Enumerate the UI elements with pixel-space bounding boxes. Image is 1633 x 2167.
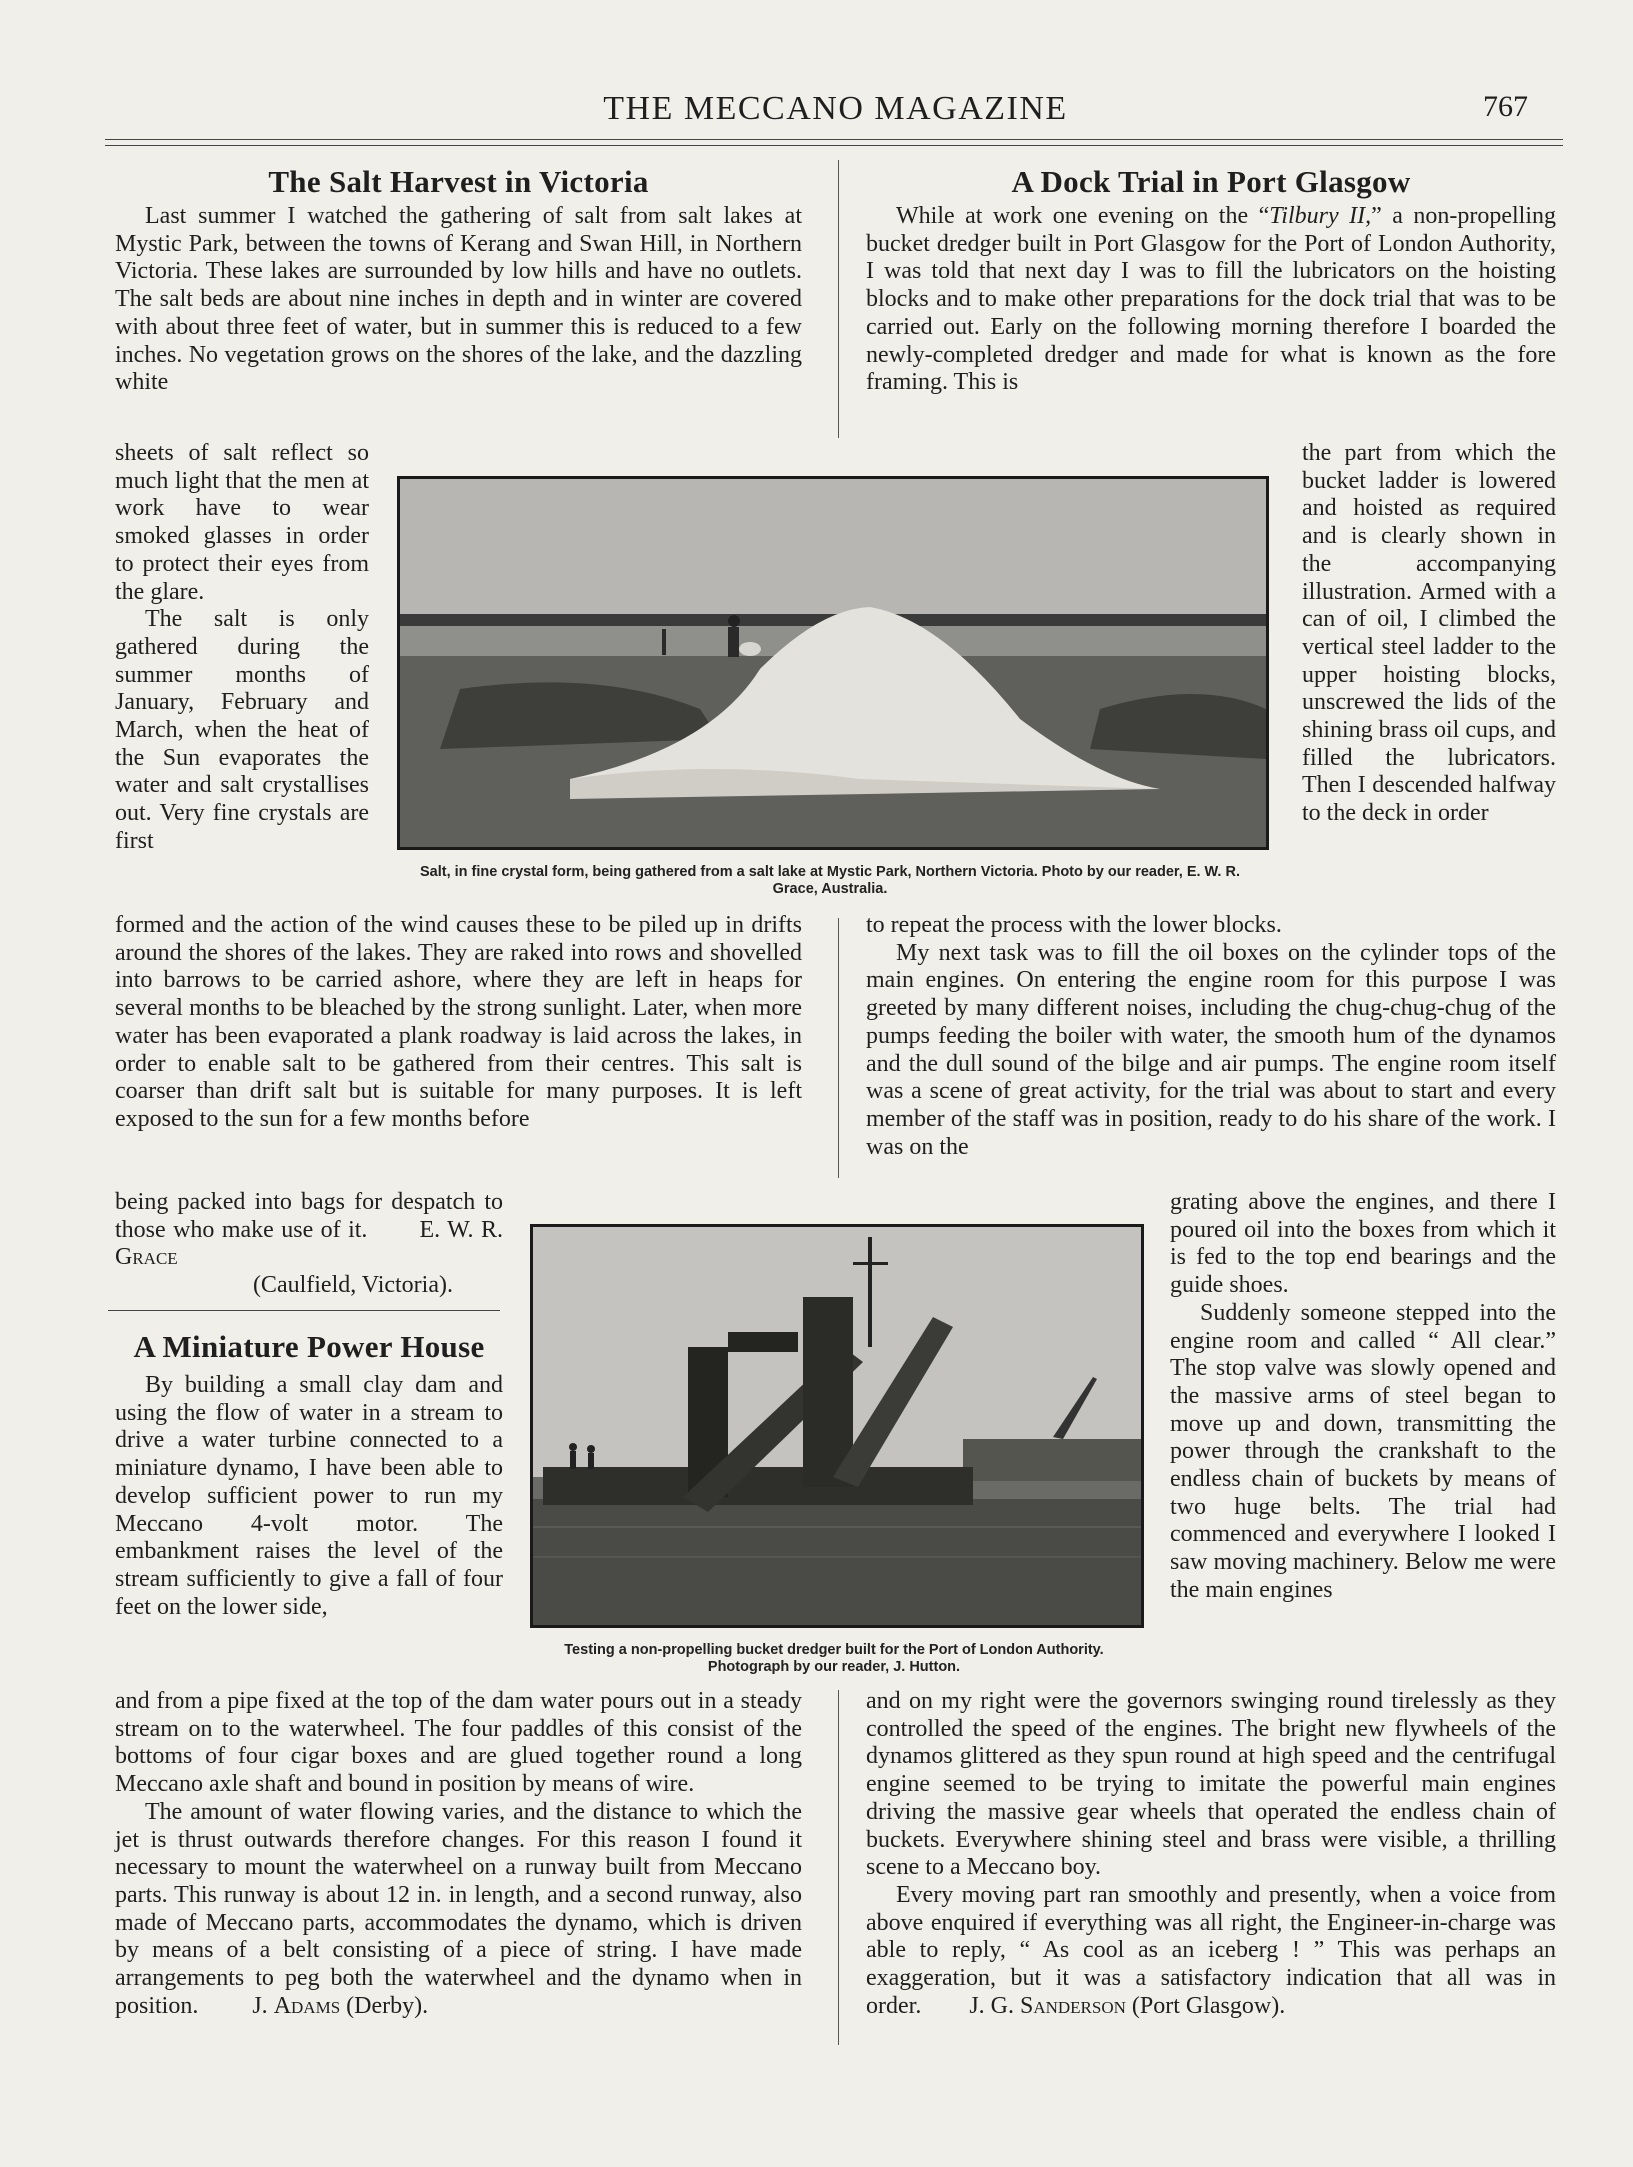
author-surname: Adams — [273, 1992, 341, 2019]
paragraph: Last summer I watched the gathering of salt from salt lakes at Mystic Park, between the towns of Kerang and Swan Hill, in Northern Victoria. These lakes are surrounded by low hills and have no outlets. The salt beds are about nine inches in depth and in winter are covered with about three feet of water, but in summer this is reduced to a few inches. No vegetation grows on the shores of the lake, and the dazzling white — [115, 203, 802, 396]
paragraph-text: being packed into bags for despatch to those who make use of it. — [115, 1189, 503, 1243]
salt-side-text — [115, 440, 369, 856]
photo-caption: Salt, in fine crystal form, being gathered from a salt lake at Mystic Park, Northern Victoria. Photo by our reader, E. W. R. Grace, Australia. — [419, 864, 1240, 897]
paragraph: By building a small clay dam and using the flow of water in a stream to drive a water turbine connected to a miniature dynamo, I have been able to develop sufficient power to run my Meccano 4-volt motor. The embankment raises the level of the stream sufficiently to give a fall of four feet on the lower side, — [115, 1372, 503, 1620]
column-divider — [838, 160, 839, 438]
paragraph: grating above the engines, and there I poured oil into the boxes from which it is fed to the top end bearings and the guide shoes. — [1170, 1189, 1556, 1299]
paragraph — [866, 1882, 1556, 2021]
salt-photo-illustration — [400, 479, 1266, 847]
article-title: A Miniature Power House — [133, 1329, 485, 1364]
ship-name: Tilbury II, — [1269, 203, 1372, 229]
paragraph-text: Every moving part ran smoothly and presently, when a voice from above enquired if everything was all right, the Engineer-in-charge was able to reply, “ As cool as an iceberg ! ” This was perhaps an exaggeration, but it was a satisfactory indication that all was in order. — [866, 1881, 1556, 2019]
magazine-title: THE MECCANO MAGAZINE — [603, 90, 1068, 127]
article-salt-harvest — [115, 165, 802, 397]
salt-ending — [115, 1189, 503, 1300]
paragraph-text: While at work one evening on the “ — [896, 203, 1270, 229]
article-title: The Salt Harvest in Victoria — [268, 164, 649, 199]
power-continued — [115, 1688, 802, 2020]
column-divider — [838, 918, 839, 1178]
paragraph — [115, 1189, 503, 1272]
section-rule — [108, 1310, 500, 1311]
author-place: (Caulfield, Victoria). — [252, 1272, 453, 1299]
author-initials: J. G. — [969, 1992, 1014, 2019]
paragraph: and on my right were the governors swinging round tirelessly as they controlled the speed of the engines. The bright new flywheels of the dynamos glittered as they spun round at high speed and the centrifugal engine seemed to be trying to imitate the powerful main engines driving the massive gear wheels that operated the endless chain of buckets. Everywhere shining steel and brass were visible, a thrilling scene to a Meccano boy. — [866, 1688, 1556, 1881]
dock-ending — [866, 1688, 1556, 2020]
dock-continued — [866, 912, 1556, 1161]
header-rule — [105, 139, 1563, 140]
author-initials: J. — [252, 1992, 268, 2019]
photo-caption: Testing a non-propelling bucket dredger built for the Port of London Authority. Photograph by our reader, J. Hutton. — [564, 1642, 1104, 1675]
paragraph: the part from which the bucket ladder is lowered and hoisted as required and is clearly shown in the accompanying illustration. Armed with a can of oil, I climbed the vertical steel ladder to the upper hoisting blocks, unscrewed the lids of the shining brass oil cups, and filled the lubricators. Then I descended halfway to the deck in order — [1302, 440, 1556, 827]
paragraph: and from a pipe fixed at the top of the dam water pours out in a steady stream on to the waterwheel. The four paddles of this consist of the bottoms of four cigar boxes and are glued together round a long Meccano axle shaft and bound in position by means of wire. — [115, 1688, 802, 1798]
author-surname: Grace — [115, 1244, 178, 1271]
paragraph-text: The amount of water flowing varies, and the distance to which the jet is thrust outwards therefore changes. For this reason I found it necessary to mount the waterwheel on a runway built from Meccano parts. This runway is about 12 in. in length, and a second runway, also made of Meccano parts, accommodates the dynamo, which is driven by means of a belt consisting of a piece of string. I have made arrangements to peg both the waterwheel and the dynamo when in position. — [115, 1798, 802, 2019]
paragraph: Suddenly someone stepped into the engine room and called “ All clear.” The stop valve was slowly opened and the massive arms of steel began to move up and down, transmitting the power through the crankshaft to the endless chain of buckets by means of two huge belts. The trial had commenced and everywhere I looked I saw moving machinery. Below me were the main engines — [1170, 1299, 1556, 1603]
dock-side-text — [1302, 440, 1556, 828]
salt-harvest-photo — [397, 476, 1269, 850]
paragraph: sheets of salt reflect so much light that the men at work have to wear smoked glasses in order to protect their eyes from the glare. — [115, 440, 369, 605]
author-surname: Sanderson — [1019, 1992, 1126, 2019]
paragraph: formed and the action of the wind causes these to be piled up in drifts around the shores of the lakes. They are raked into rows and shovelled into barrows to be carried ashore, where they are left in heaps for several months to be bleached by the strong sunlight. Later, when more water has been evaporated a plank roadway is laid across the lakes, in order to enable salt to be gathered from their centres. This salt is coarser than drift salt but is suitable for many purposes. It is left exposed to the sun for a few months before — [115, 912, 802, 1132]
salt-continued — [115, 912, 802, 1134]
author-place: (Port Glasgow). — [1131, 1992, 1286, 2019]
column-divider — [838, 1690, 839, 2045]
paragraph — [866, 203, 1556, 397]
author-initials: E. W. R. — [419, 1216, 503, 1243]
page-header — [108, 90, 1563, 134]
author-place: (Derby). — [346, 1992, 429, 2019]
article-dock-trial — [866, 165, 1556, 397]
article-power-house — [115, 1330, 503, 1621]
dock-side-text-2 — [1170, 1189, 1556, 1605]
page-number: 767 — [1483, 90, 1528, 123]
paragraph-text: ” a non-propelling bucket dredger built in Port Glasgow for the Port of London Authority, I was told that next day I was to fill the lubricators on the hoisting blocks and to make other preparations for the dock trial that was to be carried out. Early on the following morning therefore I boarded the newly-completed dredger and made for what is known as the fore framing. This is — [866, 203, 1557, 396]
paragraph: to repeat the process with the lower blocks. — [866, 912, 1282, 938]
paragraph — [115, 1799, 802, 2021]
paragraph: My next task was to fill the oil boxes on the cylinder tops of the main engines. On entering the engine room for this purpose I was greeted by many different noises, including the chug-chug-chug of the pumps feeding the boiler with water, the smooth hum of the dynamos and the dull sound of the bilge and air pumps. The engine room itself was a scene of great activity, for the trial was about to start and every member of the staff was in position, ready to do his share of the work. I was on the — [866, 939, 1556, 1160]
header-rule-double — [105, 145, 1563, 146]
paragraph: The salt is only gathered during the summer months of January, February and March, when the heat of the Sun evaporates the water and salt crystallises out. Very fine crystals are first — [115, 606, 369, 854]
dredger-photo — [530, 1224, 1144, 1628]
dredger-photo-illustration — [533, 1227, 1141, 1625]
article-title: A Dock Trial in Port Glasgow — [1011, 164, 1411, 199]
